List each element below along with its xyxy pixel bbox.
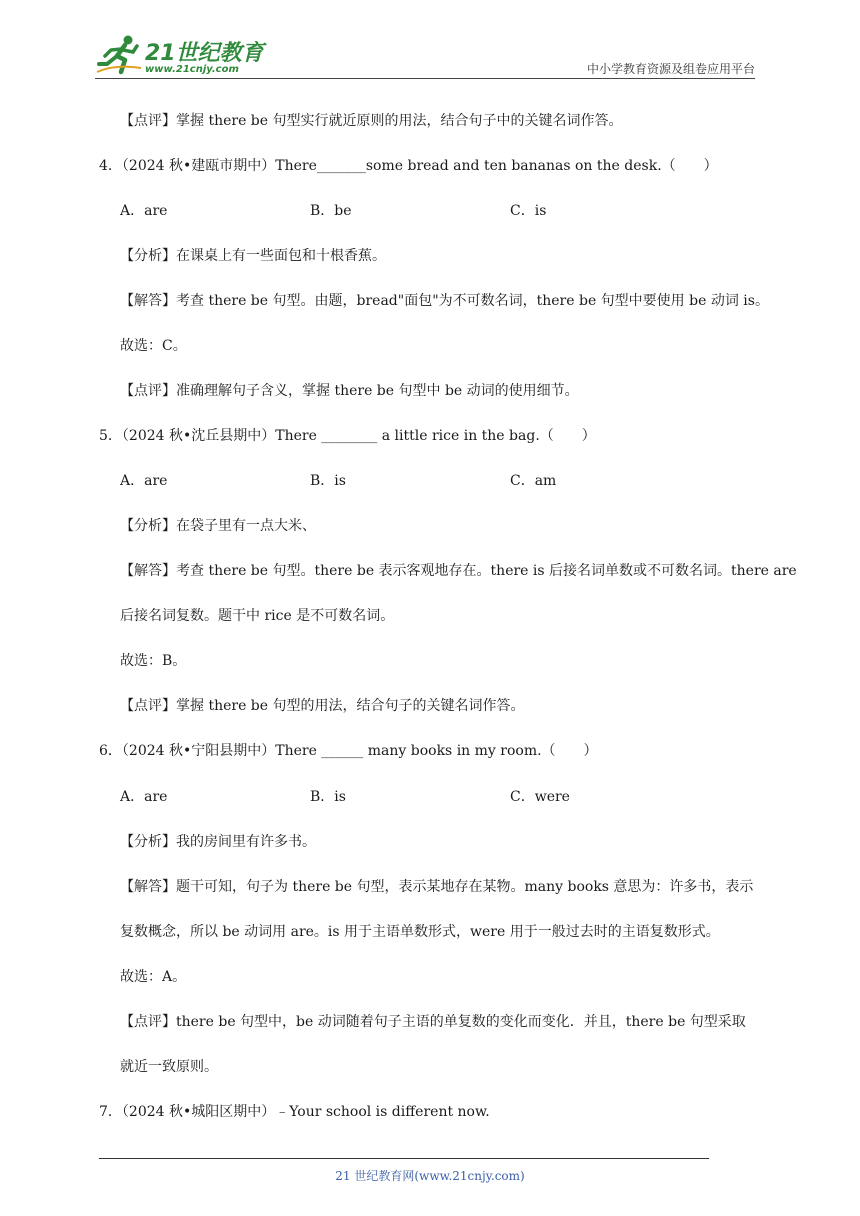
q4-analysis: 【分析】在课桌上有一些面包和十根香蕉。 [120, 248, 386, 264]
q4-answer: 故选：C。 [120, 338, 187, 354]
q5-analysis: 【分析】在袋子里有一点大米、 [120, 518, 316, 534]
q6-comment-line-2: 就近一致原则。 [120, 1059, 218, 1075]
q5-option-c: C．am [510, 473, 557, 489]
q4-option-a: A．are [120, 203, 168, 219]
question-7: 7．（2024 秋•城阳区期中）﹣Your school is different now. [99, 1104, 490, 1120]
q6-option-a: A．are [120, 789, 168, 805]
q5-solution-line-1: 【解答】考查 there be 句型。there be 表示客观地存在。there is 后接名词单数或不可数名词。there are [120, 563, 797, 579]
q6-solution-line-2: 复数概念，所以 be 动词用 are。is 用于主语单数形式，were 用于一般过去时的主语复数形式。 [120, 924, 720, 940]
site-logo [95, 34, 264, 75]
q5-option-a: A．are [120, 473, 168, 489]
question-5: 5．（2024 秋•沈丘县期中）There ________ a little rice in the bag.（ ） [99, 428, 596, 444]
question-6: 6．（2024 秋•宁阳县期中）There ______ many books in my room.（ ） [99, 743, 598, 759]
footer-divider [99, 1158, 709, 1159]
page-header [95, 30, 755, 80]
q4-comment: 【点评】准确理解句子含义，掌握 there be 句型中 be 动词的使用细节。 [120, 383, 579, 399]
q6-option-b: B．is [310, 789, 346, 805]
q5-comment: 【点评】掌握 there be 句型的用法，结合句子的关键名词作答。 [120, 698, 525, 714]
question-4: 4．（2024 秋•建瓯市期中）There_______some bread and ten bananas on the desk.（ ） [99, 158, 718, 174]
q6-analysis: 【分析】我的房间里有许多书。 [120, 834, 316, 850]
header-divider [95, 78, 755, 79]
q5-solution-line-2: 后接名词复数。题干中 rice 是不可数名词。 [120, 608, 395, 624]
q5-option-b: B．is [310, 473, 346, 489]
q5-answer: 故选：B。 [120, 653, 187, 669]
q6-comment-line-1: 【点评】there be 句型中，be 动词随着句子主语的单复数的变化而变化．并且，there be 句型采取 [120, 1014, 746, 1030]
q4-option-b: B．be [310, 203, 352, 219]
logo-text: 21世纪教育 [145, 41, 264, 66]
q3-comment: 【点评】掌握 there be 句型实行就近原则的用法，结合句子中的关键名词作答。 [120, 113, 623, 129]
footer-link[interactable]: 21 世纪教育网(www.21cnjy.com) [335, 1169, 525, 1183]
q6-option-c: C．were [510, 789, 570, 805]
q4-solution: 【解答】考查 there be 句型。由题，bread"面包"为不可数名词，there be 句型中要使用 be 动词 is。 [120, 293, 769, 309]
q4-option-c: C．is [510, 203, 547, 219]
header-platform-name: 中小学教育资源及组卷应用平台 [586, 62, 755, 76]
q6-solution-line-1: 【解答】题干可知，句子为 there be 句型，表示某地存在某物。many books 意思为：许多书，表示 [120, 879, 754, 895]
runner-logo-icon [95, 34, 143, 76]
logo-url: www.21cnjy.com [145, 64, 239, 75]
q6-answer: 故选：A。 [120, 969, 187, 985]
